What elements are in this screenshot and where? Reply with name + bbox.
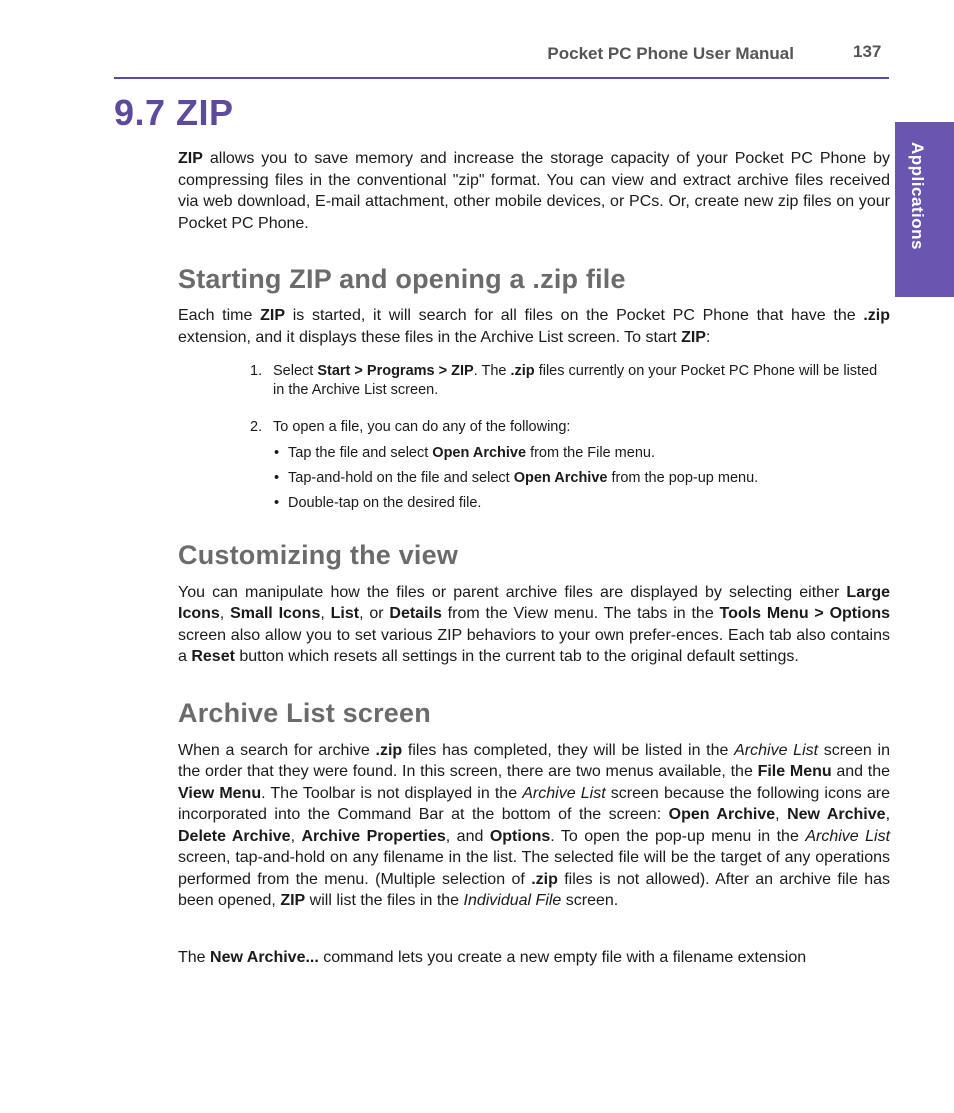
text-run: button which resets all settings in the current tab to the original default settings. bbox=[234, 648, 799, 665]
bold-term: Options bbox=[489, 827, 551, 845]
text-run: and the bbox=[831, 763, 891, 780]
bold-term: New Archive... bbox=[210, 948, 319, 966]
steps-list bbox=[178, 362, 890, 437]
intro-paragraph bbox=[178, 148, 890, 234]
step-number: 2. bbox=[250, 419, 263, 435]
bullet-dot: • bbox=[274, 444, 280, 461]
bold-term: Archive Properties bbox=[301, 827, 446, 845]
bold-term: ZIP bbox=[260, 307, 285, 324]
bold-term: File Menu bbox=[757, 763, 832, 780]
bold-term: Details bbox=[389, 605, 442, 622]
text-run: files has completed, they will be listed in the bbox=[402, 741, 735, 759]
page-number: 137 bbox=[853, 42, 882, 61]
bullet-item bbox=[178, 444, 890, 462]
bold-term: Reset bbox=[191, 648, 235, 665]
text-run: : bbox=[705, 328, 711, 346]
section3-paragraph bbox=[178, 740, 890, 912]
bold-term: List bbox=[330, 605, 360, 622]
text-run: Select bbox=[273, 363, 318, 379]
text-run: , bbox=[320, 605, 331, 622]
text-run: Each time bbox=[178, 307, 261, 324]
bold-term: Delete Archive bbox=[178, 827, 291, 845]
text-run: screen, tap-and-hold on any filename in the list. The selected file will be the target of any operations performed from the menu. (Multiple selection of bbox=[178, 849, 890, 888]
text-run: . The bbox=[473, 363, 511, 379]
bold-term: .zip bbox=[531, 870, 558, 888]
italic-term: Archive List bbox=[522, 784, 606, 802]
bold-term: New Archive bbox=[787, 806, 886, 823]
bold-term: ZIP bbox=[681, 328, 706, 346]
text-run: The bbox=[178, 948, 211, 966]
bullet-dot: • bbox=[274, 494, 280, 511]
text-run: screen in the order that they were found. In this screen, there are two menus available, the bbox=[178, 741, 890, 780]
bold-term: Open Archive bbox=[668, 806, 776, 823]
text-run: screen. bbox=[561, 892, 619, 909]
step-number: 1. bbox=[250, 363, 263, 379]
bold-term: .zip bbox=[510, 363, 535, 379]
text-run: , and bbox=[445, 827, 490, 845]
step-2 bbox=[178, 418, 890, 437]
text-run: To open a file, you can do any of the following: bbox=[273, 419, 571, 435]
bold-term: Tools Menu > Options bbox=[719, 605, 891, 622]
text-run: from the File menu. bbox=[526, 444, 655, 461]
text-run: files is not allowed). After an archive file has been opened, bbox=[178, 870, 891, 909]
intro-zip-term: ZIP bbox=[178, 150, 203, 167]
section2-paragraph bbox=[178, 582, 890, 668]
running-header-title: Pocket PC Phone User Manual bbox=[547, 44, 794, 63]
bold-term: ZIP bbox=[280, 892, 306, 909]
bold-term: .zip bbox=[863, 307, 890, 324]
bold-term: Small Icons bbox=[230, 605, 321, 622]
bold-term: .zip bbox=[375, 741, 403, 759]
text-run: from the View menu. The tabs in the bbox=[441, 605, 720, 622]
page-content bbox=[178, 148, 890, 968]
text-run: screen because the following icons are incorporated into the Command Bar at the bottom of the screen: bbox=[178, 784, 891, 823]
header-rule bbox=[114, 77, 889, 79]
italic-term: Individual File bbox=[463, 892, 562, 909]
section-heading-archive-list: Archive List screen bbox=[178, 697, 431, 728]
side-tab-label: Applications bbox=[908, 142, 927, 251]
text-run: , bbox=[885, 806, 891, 823]
text-run: . To open the pop-up menu in the bbox=[550, 827, 806, 845]
text-run: screen also allow you to set various ZIP behaviors to your own prefer-ences. Each tab also contains a bbox=[178, 626, 890, 665]
bullet-item bbox=[178, 494, 890, 512]
intro-text: allows you to save memory and increase the storage capacity of your Pocket PC Phone by compressing files in the conventional "zip" format. You can view and extract archive files received via web download, E-mail attachment, other mobile devices, or PCs. Or, create new zip files on your Pocket PC Phone. bbox=[178, 150, 890, 232]
text-run: command lets you create a new empty file with a filename extension bbox=[318, 948, 807, 966]
page-title: 9.7 ZIP bbox=[114, 92, 234, 133]
text-run: You can manipulate how the files or parent archive files are displayed by selecting either bbox=[178, 583, 847, 601]
text-run: extension, and it displays these files in the Archive List screen. To start bbox=[178, 328, 682, 346]
text-run: is started, it will search for all files on the Pocket PC Phone that have the bbox=[285, 307, 864, 324]
bold-term: Open Archive bbox=[432, 444, 527, 461]
text-run: files currently on your Pocket PC Phone will be listed in the Archive List screen. bbox=[273, 363, 878, 398]
text-run: , bbox=[219, 605, 231, 622]
section3-paragraph-2 bbox=[178, 947, 890, 969]
bullet-item bbox=[178, 469, 890, 487]
text-run: When a search for archive bbox=[178, 741, 376, 759]
bullet-dot: • bbox=[274, 469, 280, 486]
section1-paragraph bbox=[178, 305, 890, 348]
section-heading-starting-zip: Starting ZIP and opening a .zip file bbox=[178, 264, 626, 294]
text-run: from the pop-up menu. bbox=[607, 469, 759, 486]
text-run: , bbox=[775, 806, 788, 823]
bullet-list bbox=[178, 444, 890, 512]
bold-term: View Menu bbox=[178, 784, 262, 802]
text-run: . The Toolbar is not displayed in the bbox=[261, 784, 523, 802]
text-run: , bbox=[290, 827, 302, 845]
bold-term: Open Archive bbox=[513, 469, 608, 486]
italic-term: Archive List bbox=[734, 741, 819, 759]
bold-term: Large Icons bbox=[178, 583, 890, 622]
text-run: Double-tap on the desired file. bbox=[288, 494, 482, 511]
text-run: will list the files in the bbox=[305, 892, 464, 909]
italic-term: Archive List bbox=[805, 827, 891, 845]
bold-term: Start > Programs > ZIP bbox=[317, 363, 474, 379]
step-1 bbox=[178, 362, 890, 399]
text-run: Tap-and-hold on the file and select bbox=[288, 469, 514, 486]
text-run: , or bbox=[359, 605, 390, 622]
section-heading-customizing-view: Customizing the view bbox=[178, 539, 459, 570]
text-run: Tap the file and select bbox=[288, 444, 433, 461]
